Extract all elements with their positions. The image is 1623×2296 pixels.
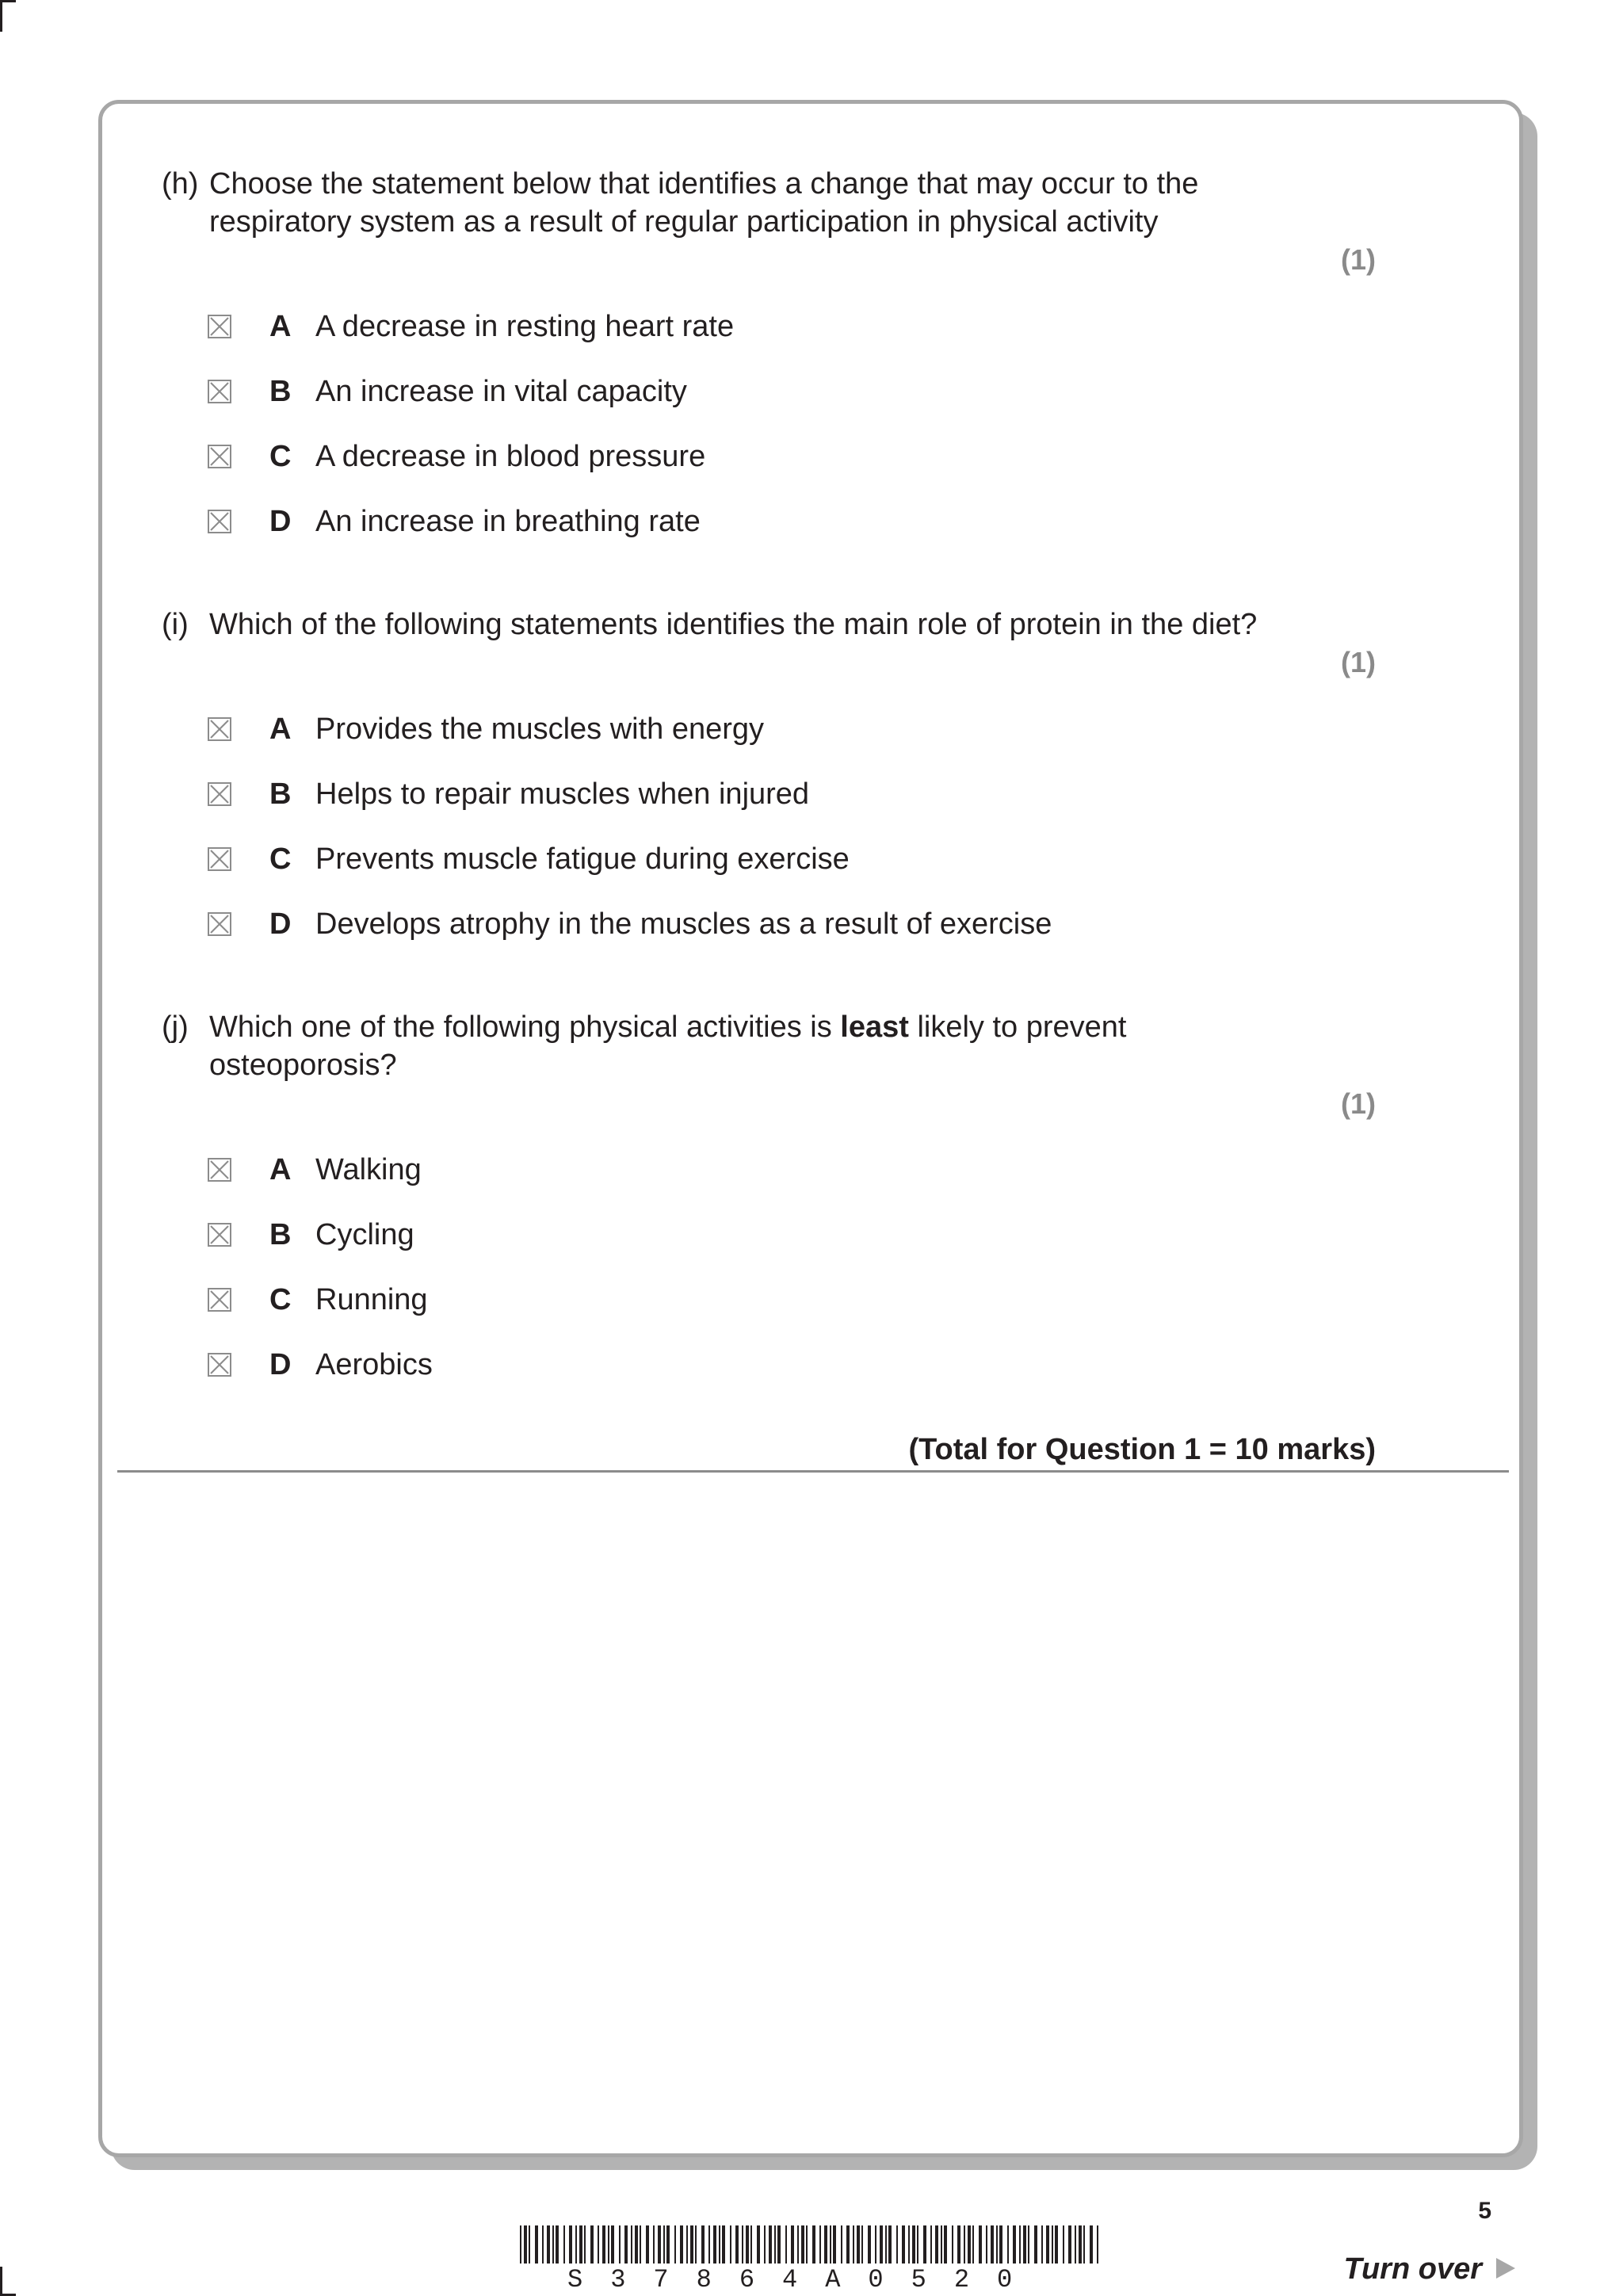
barcode-bar — [701, 2225, 705, 2264]
barcode-bar — [735, 2225, 739, 2264]
barcode-bar — [880, 2225, 883, 2264]
barcode-bar — [1052, 2225, 1053, 2264]
barcode-bar — [579, 2225, 582, 2264]
crossed-box-icon[interactable] — [208, 445, 231, 468]
crop-mark-top-left-h — [0, 0, 16, 2]
crossed-box-icon[interactable] — [208, 1158, 231, 1182]
option-letter: A — [269, 712, 292, 746]
barcode-bar — [1063, 2225, 1064, 2264]
barcode-bar — [640, 2225, 641, 2264]
option-i-b[interactable] — [208, 775, 809, 813]
question-j-marks: (1) — [1341, 1087, 1376, 1120]
crossed-box-icon[interactable] — [208, 315, 231, 338]
crop-mark-top-left-v — [0, 0, 2, 32]
barcode-digits: S37864A0520 — [567, 2265, 1041, 2294]
barcode-bar — [806, 2225, 808, 2264]
question-number-h: (h) — [162, 167, 199, 201]
barcode-bar — [680, 2225, 683, 2264]
question-j-text-post: likely to prevent — [908, 1010, 1127, 1044]
barcode-bar — [1055, 2225, 1058, 2264]
barcode-bar — [598, 2225, 599, 2264]
question-h-marks: (1) — [1341, 243, 1376, 276]
option-j-d[interactable] — [208, 1346, 433, 1384]
barcode-bar — [666, 2225, 670, 2264]
option-text: Provides the muscles with energy — [315, 712, 765, 746]
barcode-bar — [964, 2225, 965, 2264]
question-h-line-1: Choose the statement below that identifies a change that may occur to the — [209, 167, 1199, 201]
barcode-bar — [646, 2225, 649, 2264]
barcode-bar — [1013, 2225, 1016, 2264]
option-letter: A — [269, 309, 292, 343]
crossed-box-icon[interactable] — [208, 380, 231, 403]
question-h-line-2: respiratory system as a result of regular participation in physical activity — [209, 205, 1159, 239]
question-i-marks: (1) — [1341, 646, 1376, 678]
option-text: Prevents muscle fatigue during exercise — [315, 842, 850, 876]
crossed-box-icon[interactable] — [208, 847, 231, 871]
barcode-bar — [1028, 2225, 1029, 2264]
barcode-bar — [719, 2225, 720, 2264]
page-number: 5 — [1478, 2198, 1491, 2224]
barcode-bar — [695, 2225, 697, 2264]
barcode-bar — [1075, 2225, 1076, 2264]
barcode-bar — [991, 2225, 994, 2264]
option-text: Cycling — [315, 1217, 414, 1251]
barcode-bar — [563, 2225, 565, 2264]
barcode-bar — [713, 2225, 716, 2264]
option-letter: C — [269, 842, 292, 876]
barcode-bar — [923, 2225, 926, 2264]
barcode-bar — [833, 2225, 836, 2264]
question-i-line-1: Which of the following statements identifies the main role of protein in the diet? — [209, 608, 1258, 641]
barcode-bar — [624, 2225, 628, 2264]
barcode-bar — [547, 2225, 550, 2264]
barcode-bar — [785, 2225, 787, 2264]
barcode-bar — [730, 2225, 731, 2264]
crossed-box-icon[interactable] — [208, 1353, 231, 1377]
barcode-bar — [1090, 2225, 1093, 2264]
barcode-bar — [812, 2225, 815, 2264]
option-text: A decrease in resting heart rate — [315, 309, 735, 343]
barcode-bar — [819, 2225, 821, 2264]
barcode-bar — [830, 2225, 831, 2264]
section-divider — [117, 1470, 1509, 1473]
crop-mark-bottom-left-v — [0, 2267, 2, 2296]
option-letter: B — [269, 1217, 292, 1251]
barcode-bar — [746, 2225, 749, 2264]
barcode-bar — [722, 2225, 725, 2264]
barcode-bar — [912, 2225, 915, 2264]
barcode-bar — [908, 2225, 910, 2264]
barcode-bar — [996, 2225, 998, 2264]
turn-over-label: Turn over — [1343, 2252, 1482, 2286]
barcode-bar — [885, 2225, 887, 2264]
barcode-bar — [556, 2225, 559, 2264]
barcode-bar — [635, 2225, 638, 2264]
barcode-bar — [791, 2225, 794, 2264]
barcode-bar — [757, 2225, 760, 2264]
barcode-bar — [902, 2225, 905, 2264]
barcode-bar — [686, 2225, 688, 2264]
barcode-bar — [875, 2225, 876, 2264]
question-j-line-2: osteoporosis? — [209, 1049, 397, 1082]
barcode-bar — [658, 2225, 661, 2264]
barcode-bar — [999, 2225, 1002, 2264]
barcode-bar — [1083, 2225, 1085, 2264]
option-text: Walking — [315, 1152, 422, 1186]
barcode-bar — [1034, 2225, 1037, 2264]
barcode-bar — [868, 2225, 871, 2264]
option-i-a[interactable] — [208, 710, 764, 748]
barcode-bar — [972, 2225, 974, 2264]
crossed-box-icon[interactable] — [208, 912, 231, 936]
barcode-bar — [569, 2225, 572, 2264]
barcode-bar — [1007, 2225, 1009, 2264]
question-j-emphasis: least — [840, 1010, 909, 1044]
option-text: An increase in breathing rate — [315, 504, 701, 538]
barcode-bar — [888, 2225, 892, 2264]
option-text: Running — [315, 1282, 428, 1316]
barcode-bar — [653, 2225, 655, 2264]
barcode-bar — [941, 2225, 942, 2264]
option-j-a[interactable] — [208, 1151, 422, 1189]
crossed-box-icon[interactable] — [208, 1288, 231, 1312]
question-j-text-pre: Which one of the following physical activities is — [209, 1010, 841, 1044]
barcode-bar — [801, 2225, 804, 2264]
option-i-c[interactable] — [208, 840, 850, 878]
option-j-b[interactable] — [208, 1216, 414, 1254]
barcode-bar — [742, 2225, 743, 2264]
barcode-bar — [896, 2225, 898, 2264]
barcode-bar — [1079, 2225, 1082, 2264]
barcode-bar — [1046, 2225, 1049, 2264]
option-letter: B — [269, 777, 292, 811]
option-text: Develops atrophy in the muscles as a result of exercise — [315, 907, 1052, 941]
barcode-bar — [552, 2225, 554, 2264]
barcode-bar — [968, 2225, 971, 2264]
crossed-box-icon[interactable] — [208, 782, 231, 806]
option-j-c[interactable] — [208, 1281, 428, 1319]
option-h-d[interactable] — [208, 502, 701, 541]
barcode-bar — [575, 2225, 577, 2264]
barcode-bar — [774, 2225, 776, 2264]
barcode-bar — [602, 2225, 605, 2264]
barcode-bar — [750, 2225, 752, 2264]
barcode-bar — [769, 2225, 772, 2264]
barcode-bar — [846, 2225, 850, 2264]
barcode-bar — [935, 2225, 938, 2264]
barcode-bar — [1023, 2225, 1026, 2264]
barcode-bar — [930, 2225, 932, 2264]
option-letter: D — [269, 504, 292, 538]
option-letter: D — [269, 907, 292, 941]
option-letter: D — [269, 1347, 292, 1381]
barcode-bar — [777, 2225, 781, 2264]
barcode-bar — [1019, 2225, 1021, 2264]
barcode-bar — [535, 2225, 538, 2264]
barcode-bar — [611, 2225, 614, 2264]
barcode-bar — [952, 2225, 953, 2264]
triangle-right-icon — [1496, 2252, 1515, 2286]
barcode-bar — [1097, 2225, 1098, 2264]
barcode-icon — [520, 2225, 1103, 2264]
option-h-a[interactable] — [208, 308, 734, 346]
option-letter: C — [269, 439, 292, 473]
barcode-bar — [524, 2225, 527, 2264]
option-h-b[interactable] — [208, 372, 687, 411]
barcode-bar — [957, 2225, 960, 2264]
question-number-i: (i) — [162, 608, 189, 641]
barcode-bar — [841, 2225, 842, 2264]
total-marks: (Total for Question 1 = 10 marks) — [908, 1433, 1376, 1466]
barcode-bar — [542, 2225, 544, 2264]
barcode-bar — [824, 2225, 827, 2264]
option-text: Helps to repair muscles when injured — [315, 777, 810, 811]
barcode-bar — [520, 2225, 521, 2264]
crossed-box-icon[interactable] — [208, 717, 231, 741]
crossed-box-icon[interactable] — [208, 510, 231, 533]
question-j-line-1 — [209, 1008, 1126, 1046]
barcode-bar — [979, 2225, 982, 2264]
option-text: An increase in vital capacity — [315, 374, 687, 408]
turn-over-link[interactable] — [1343, 2252, 1515, 2286]
barcode-bar — [861, 2225, 863, 2264]
barcode-bar — [584, 2225, 586, 2264]
option-i-d[interactable] — [208, 905, 1052, 943]
barcode-bar — [986, 2225, 987, 2264]
barcode-bar — [619, 2225, 621, 2264]
barcode-bar — [857, 2225, 860, 2264]
option-h-c[interactable] — [208, 437, 705, 476]
crossed-box-icon[interactable] — [208, 1223, 231, 1247]
barcode-bar — [764, 2225, 766, 2264]
barcode-bar — [944, 2225, 947, 2264]
option-text: A decrease in blood pressure — [315, 439, 706, 473]
barcode-bar — [1041, 2225, 1043, 2264]
barcode-bar — [674, 2225, 676, 2264]
barcode-bar — [797, 2225, 799, 2264]
question-number-j: (j) — [162, 1010, 189, 1044]
barcode-bar — [590, 2225, 594, 2264]
barcode-bar — [631, 2225, 632, 2264]
barcode-bar — [708, 2225, 710, 2264]
barcode-bar — [608, 2225, 609, 2264]
option-letter: C — [269, 1282, 292, 1316]
option-text: Aerobics — [315, 1347, 433, 1381]
option-letter: B — [269, 374, 292, 408]
barcode-bar — [529, 2225, 530, 2264]
option-letter: A — [269, 1152, 292, 1186]
barcode-bar — [663, 2225, 665, 2264]
barcode-bar — [853, 2225, 854, 2264]
barcode-bar — [690, 2225, 693, 2264]
barcode-bar — [1068, 2225, 1071, 2264]
barcode-bar — [917, 2225, 918, 2264]
